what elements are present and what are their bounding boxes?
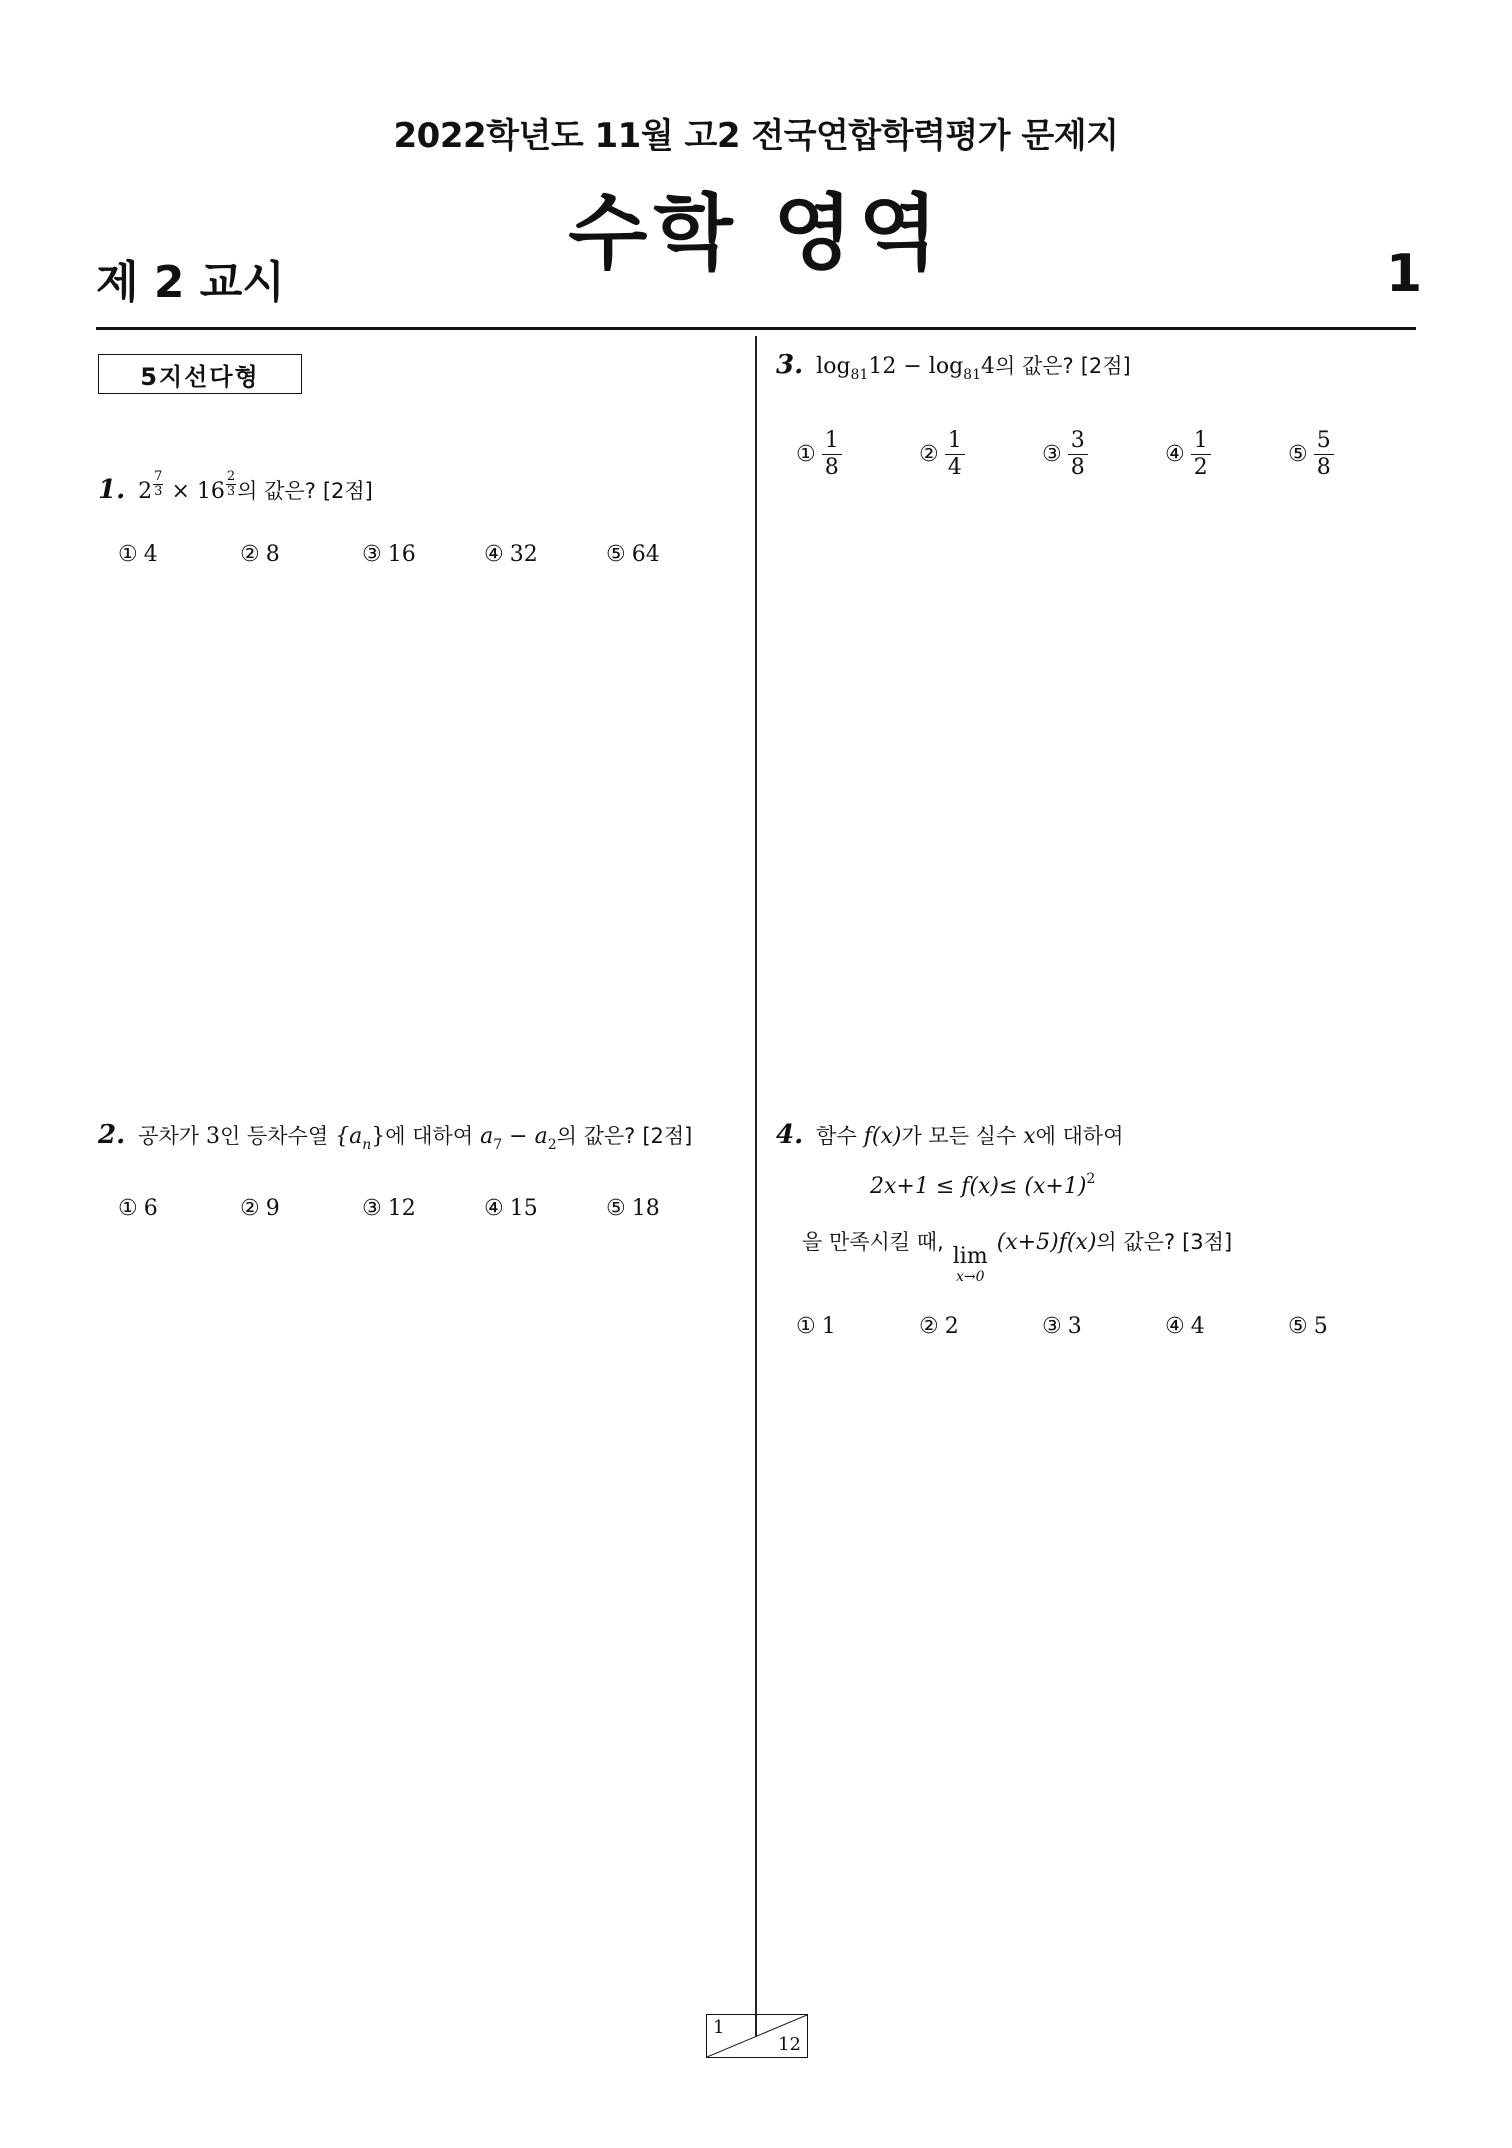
question-number: 3. [776,350,804,380]
choice-3[interactable]: ③ $\frac{3}{8}$ [1042,428,1165,481]
question-4: 4. 함수 f(x)가 모든 실수 x에 대하여 [776,1120,1124,1150]
choice-4[interactable]: ④ 4 [1165,1314,1205,1339]
choice-5[interactable]: ⑤ 18 [606,1196,660,1221]
choice-2[interactable]: ② $\frac{1}{4}$ [919,428,1042,481]
limit-expression: lim x→0 [952,1244,988,1285]
question-number: 4. [776,1120,804,1150]
subject-title: 수학 영역 [568,186,944,281]
choice-4[interactable]: ④ 15 [484,1196,538,1221]
exponent-fraction: $\frac{2}{3}$ [226,469,236,499]
choices-q1 [118,542,728,567]
choice-4[interactable]: ④ $\frac{1}{2}$ [1165,428,1288,481]
choice-5[interactable]: ⑤ 64 [606,542,660,567]
question-2: 2. 공차가 3인 등차수열 $\{a_n\}$에 대하여 $a_7 - a_2$의 값은? [2점] [98,1120,693,1153]
points: [3점] [1182,1230,1233,1254]
choice-1[interactable]: ① 6 [118,1196,158,1221]
choice-3[interactable]: ③ 12 [362,1196,416,1221]
choices-q4 [796,1314,1411,1339]
choice-3[interactable]: ③ 3 [1042,1314,1082,1339]
period-label: 제 2 교시 [96,257,285,308]
exam-title: 2022학년도 11월 고2 전국연합학력평가 문제지 [393,116,1119,156]
question-number: 1. [98,475,126,505]
choice-2[interactable]: ② 9 [240,1196,280,1221]
page-number: 1 [1386,244,1423,304]
points: [2점] [1080,354,1131,378]
choice-5[interactable]: ⑤ 5 [1288,1314,1328,1339]
points: [2점] [322,479,373,503]
choices-q3 [796,428,1411,481]
choice-5[interactable]: ⑤ $\frac{5}{8}$ [1288,428,1411,481]
choices-q2 [118,1196,728,1221]
points: [2점] [642,1124,693,1148]
column-divider [755,336,757,2036]
choice-1[interactable]: ① 1 [796,1314,836,1339]
choice-1[interactable]: ① $\frac{1}{8}$ [796,428,919,481]
header-rule [96,327,1416,330]
question-1: 1. 2 $\frac{7}{3}$ × 16 $\frac{2}{3}$ 의 값은? [2점] [98,469,373,505]
page-indicator [706,2014,808,2058]
choice-2[interactable]: ② 2 [919,1314,959,1339]
exponent-fraction: $\frac{7}{3}$ [154,469,163,499]
choice-2[interactable]: ② 8 [240,542,280,567]
inequality: $2x+1 \le f(x)\le (x+1)^2$ [870,1171,1096,1199]
choice-1[interactable]: ① 4 [118,542,158,567]
choice-3[interactable]: ③ 16 [362,542,416,567]
current-page: 1 [713,2017,725,2038]
question-3: 3. $\log_{81}12 - \log_{81}4$의 값은? [2점] [776,350,1131,383]
section-label: 5지선다형 [98,354,302,394]
question-number: 2. [98,1120,126,1150]
choice-4[interactable]: ④ 32 [484,542,538,567]
total-pages: 12 [778,2034,801,2055]
question-4-condition: 을 만족시킬 때, lim x→0 (x+5)f(x)의 값은? [3점] [802,1230,1233,1285]
